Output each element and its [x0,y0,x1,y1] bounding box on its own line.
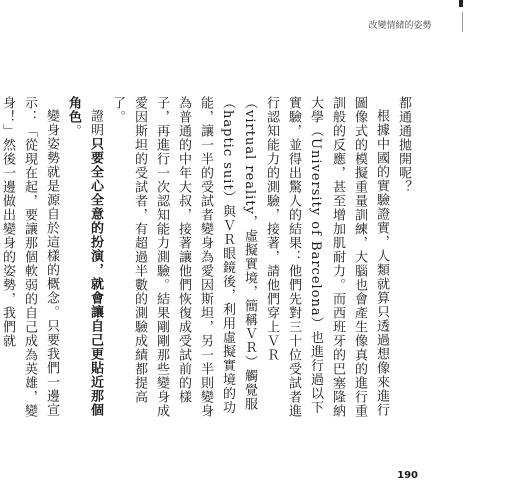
running-header: 改變情緒的姿勢 [368,21,432,31]
paragraph-3-end: 。 [66,124,81,138]
header-rule [462,12,463,32]
paragraph-2: 根據中國的實驗證實，人類就算只透過想像來進行圖像式的模擬重量訓練，大腦也會產生像真的進行重訓般的反應，甚至增加肌耐力。而西班牙的巴塞隆納大學（University of Barcelona）也進行過以下實驗，並得出驚人的結果：他們先對三十位受試者進行認知能力的測驗，接著，請他們穿上ＶＲ（virtual reality，虛擬實境，簡稱ＶＲ）觸覺服（haptic suit）與ＶＲ眼鏡後，利用虛擬實境的功能，讓一半的受試者變身為愛因斯坦，另一半則變身為普通的中年大叔，接著讓他們恢復成受試前的樣子，再進行一次認知能力測驗。結果剛剛那些變身成愛因斯坦的受試者，有超過半數的測驗成績都提高了。 [110,96,389,418]
paragraph-3 [62,96,106,418]
page-number: 190 [397,470,418,481]
emphasis-text: 只要全心全意的扮演，就會讓自己更貼近那個角色 [66,96,103,417]
paragraph-1: 都通通拋開呢？ [396,96,411,194]
page-corner-mark [459,0,463,7]
body-text [0,96,414,418]
paragraph-3-lead: 證明 [88,109,103,137]
paragraph-4: 變身姿勢就是源自於這樣的概念。只要我們一邊宣示：「從現在起，要讓那個軟弱的自己成為英雄，變身！」然後一邊做出變身的姿勢，我們就 [0,96,59,418]
